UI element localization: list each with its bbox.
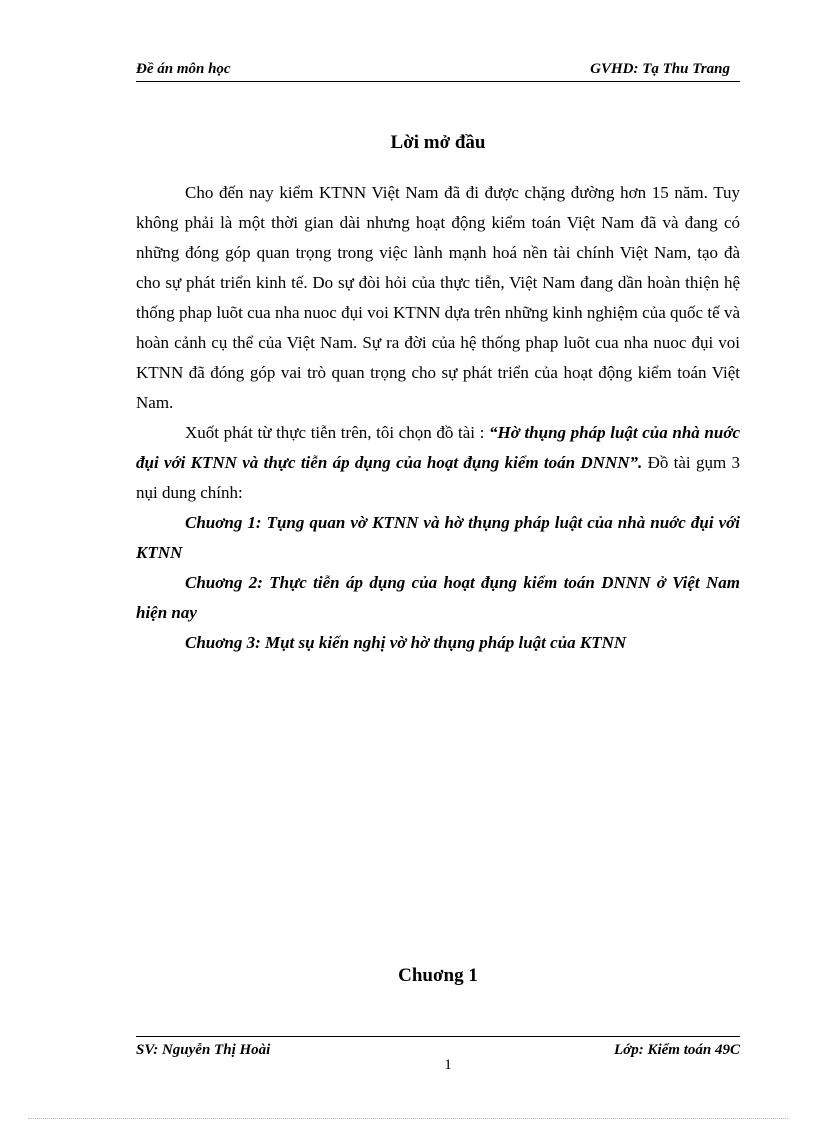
page-number: 1 bbox=[444, 1057, 452, 1073]
topic-paragraph bbox=[136, 418, 740, 508]
intro-paragraph: Cho đến nay kiểm KTNN Việt Nam đã đi được chặng đường hơn 15 năm. Tuy không phải là một thời gian dài nhưng hoạt động kiểm toán Việt Nam đã và đang có những đóng góp quan trọng trong việc lành mạnh hoá nền tài chính Việt Nam, tạo đà cho sự phát triển kinh tế. Do sự đòi hỏi của thực tiễn, Việt Nam đang dần hoàn thiện hệ thống phap luõt cua nha nuoc đụi voi KTNN dựa trên những kinh nghiệm của quốc tế và hoàn cảnh cụ thể của Việt Nam. Sự ra đời của hệ thống phap luõt cua nha nuoc đụi voi KTNN đã đóng góp vai trò quan trọng cho sự phát triển của hoạt động kiểm toán Việt Nam. bbox=[136, 183, 740, 412]
header-course: Đề án môn học bbox=[136, 61, 231, 77]
page-header bbox=[136, 60, 740, 82]
topic-intro-text: Xuốt phát từ thực tiễn trên, tôi chọn đồ tài : bbox=[185, 423, 485, 442]
topic-outline-text: Đồ tài gụm 3 nụi dung chính: bbox=[136, 453, 740, 502]
chapter-item-1: Chuơng 1: Tụng quan vờ KTNN và hờ thụng pháp luật của nhà nuớc đụi với KTNN bbox=[136, 513, 740, 562]
footer-class: Lớp: Kiểm toán 49C bbox=[614, 1042, 740, 1058]
chapter-heading: Chuơng 1 bbox=[398, 965, 478, 986]
document-body bbox=[136, 178, 740, 658]
chapter-item-2: Chuơng 2: Thực tiễn áp dụng của hoạt đụng kiểm toán DNNN ở Việt Nam hiện nay bbox=[136, 573, 740, 622]
page-title: Lời mở đầu bbox=[390, 132, 486, 153]
footer-student: SV: Nguyễn Thị Hoài bbox=[136, 1042, 271, 1058]
topic-title: “Hờ thụng pháp luật của nhà nuớc đụi với KTNN và thực tiễn áp dụng của hoạt đụng kiểm toán DNNN”. bbox=[136, 423, 740, 472]
page-edge-divider bbox=[28, 1118, 788, 1119]
header-supervisor: GVHD: Tạ Thu Trang bbox=[590, 61, 730, 77]
chapter-item-3: Chuơng 3: Mụt sụ kiến nghị vờ hờ thụng pháp luật của KTNN bbox=[185, 633, 627, 652]
